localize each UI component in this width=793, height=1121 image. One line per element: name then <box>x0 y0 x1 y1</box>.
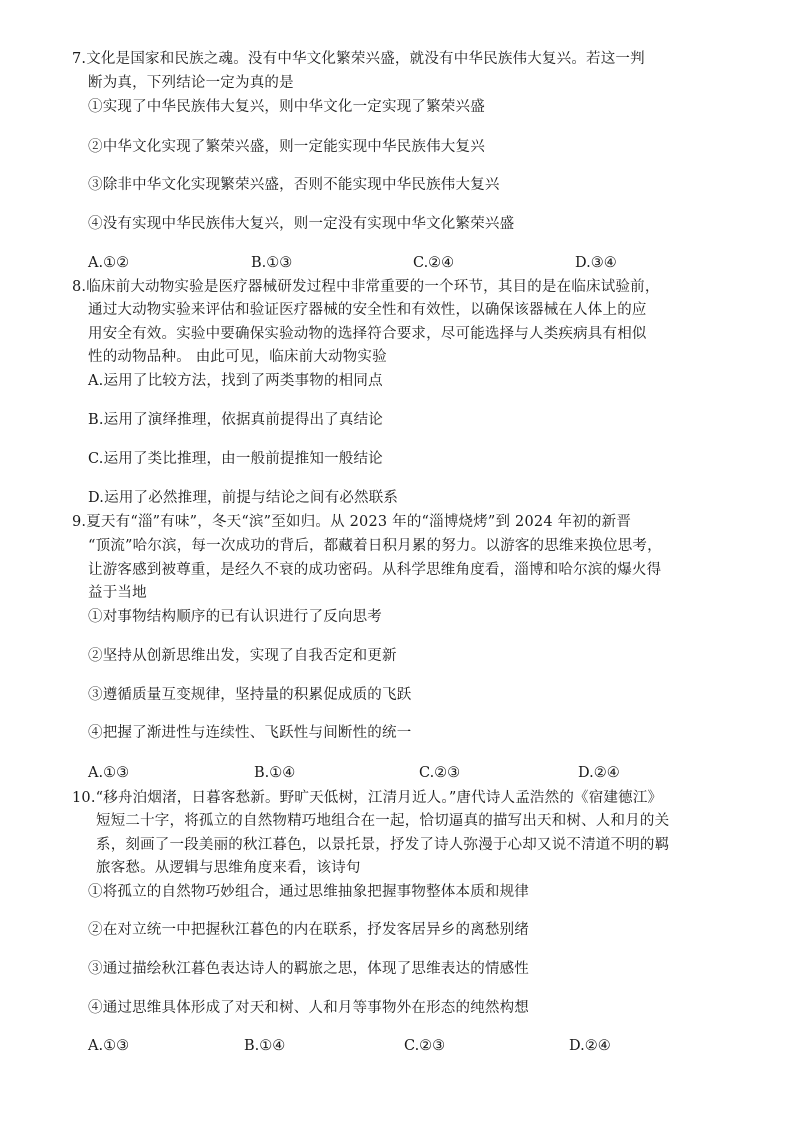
q10-choice-a: A.①③ <box>88 1038 130 1054</box>
q7-stem-line-2: 断为真，下列结论一定为真的是 <box>88 75 294 91</box>
q10-option-2: ②在对立统一中把握秋江暮色的内在联系，抒发客居异乡的离愁别绪 <box>88 922 529 938</box>
q10-choice-b: B.①④ <box>244 1038 286 1054</box>
q9-option-4: ④把握了渐进性与连续性、飞跃性与间断性的统一 <box>88 725 412 741</box>
q7-choice-c: C.②④ <box>413 255 455 271</box>
q9-choice-c: C.②③ <box>419 765 461 781</box>
q7-choice-b: B.①③ <box>251 255 293 271</box>
q8-stem-line-2: 通过大动物实验来评估和验证医疗器械的安全性和有效性，以确保该器械在人体上的应 <box>88 302 647 318</box>
q9-choices <box>88 763 688 783</box>
q8-stem-line-3: 用安全有效。实验中要确保实验动物的选择符合要求，尽可能选择与人类疾病具有相似 <box>88 326 647 342</box>
q10-stem-line-1: 10.“移舟泊烟渚，日暮客愁新。野旷天低树，江清月近人。”唐代诗人孟浩然的《宿建德江》 <box>72 790 663 806</box>
q9-option-3: ③遵循质量互变规律，坚持量的积累促成质的飞跃 <box>88 687 412 703</box>
q9-stem-line-4: 益于当地 <box>88 585 147 601</box>
q10-option-3: ③通过描绘秋江暮色表达诗人的羁旅之思，体现了思维表达的情感性 <box>88 961 529 977</box>
q7-choices <box>88 253 688 273</box>
q7-choice-d: D.③④ <box>575 255 617 271</box>
q10-option-1: ①将孤立的自然物巧妙组合，通过思维抽象把握事物整体本质和规律 <box>88 884 529 900</box>
q10-choice-d: D.②④ <box>569 1038 611 1054</box>
q7-option-1: ①实现了中华民族伟大复兴，则中华文化一定实现了繁荣兴盛 <box>88 99 485 115</box>
q10-stem-line-2: 短短二十字，将孤立的自然物精巧地组合在一起，恰切逼真的描写出天和树、人和月的关 <box>96 813 670 829</box>
q10-choices <box>88 1036 688 1056</box>
q9-stem-line-1: 9.夏天有“淄”有味”，冬天“滨”至如归。从 2023 年的“淄博烧烤”到 2024 年初的新晋 <box>72 514 632 530</box>
q10-stem-line-3: 系，刻画了一段美丽的秋江暮色，以景托景，抒发了诗人弥漫于心却又说不清道不明的羁 <box>96 837 670 853</box>
q8-option-a: A.运用了比较方法，找到了两类事物的相同点 <box>88 373 383 389</box>
q8-stem-line-4: 性的动物品种。 由此可见，临床前大动物实验 <box>88 349 387 365</box>
q7-option-2: ②中华文化实现了繁荣兴盛，则一定能实现中华民族伟大复兴 <box>88 139 485 155</box>
q9-choice-b: B.①④ <box>254 765 296 781</box>
q10-stem-line-4: 旅客愁。从逻辑与思维角度来看，该诗句 <box>96 860 361 876</box>
q7-option-4: ④没有实现中华民族伟大复兴，则一定没有实现中华文化繁荣兴盛 <box>88 216 515 232</box>
q8-option-b: B.运用了演绎推理，依据真前提得出了真结论 <box>88 412 383 428</box>
q10-option-4: ④通过思维具体形成了对天和树、人和月等事物外在形态的纯然构想 <box>88 1000 529 1016</box>
q9-option-1: ①对事物结构顺序的已有认识进行了反向思考 <box>88 609 382 625</box>
q8-option-c: C.运用了类比推理，由一般前提推知一般结论 <box>88 451 383 467</box>
q9-stem-line-2: “顶流”哈尔滨，每一次成功的背后，都藏着日积月累的努力。以游客的思维来换位思考， <box>88 538 662 554</box>
q9-option-2: ②坚持从创新思维出发，实现了自我否定和更新 <box>88 648 397 664</box>
q7-choice-a: A.①② <box>88 255 130 271</box>
q9-choice-d: D.②④ <box>578 765 620 781</box>
q9-stem-line-3: 让游客感到被尊重，是经久不衰的成功密码。从科学思维角度看，淄博和哈尔滨的爆火得 <box>88 562 662 578</box>
q7-stem-line-1: 7.文化是国家和民族之魂。没有中华文化繁荣兴盛，就没有中华民族伟大复兴。若这一判 <box>72 51 645 67</box>
q10-choice-c: C.②③ <box>404 1038 446 1054</box>
q9-choice-a: A.①③ <box>88 765 130 781</box>
q8-stem-line-1: 8.临床前大动物实验是医疗器械研发过程中非常重要的一个环节，其目的是在临床试验前， <box>72 279 660 295</box>
q8-option-d: D.运用了必然推理，前提与结论之间有必然联系 <box>88 490 399 506</box>
q7-option-3: ③除非中华文化实现繁荣兴盛，否则不能实现中华民族伟大复兴 <box>88 177 500 193</box>
